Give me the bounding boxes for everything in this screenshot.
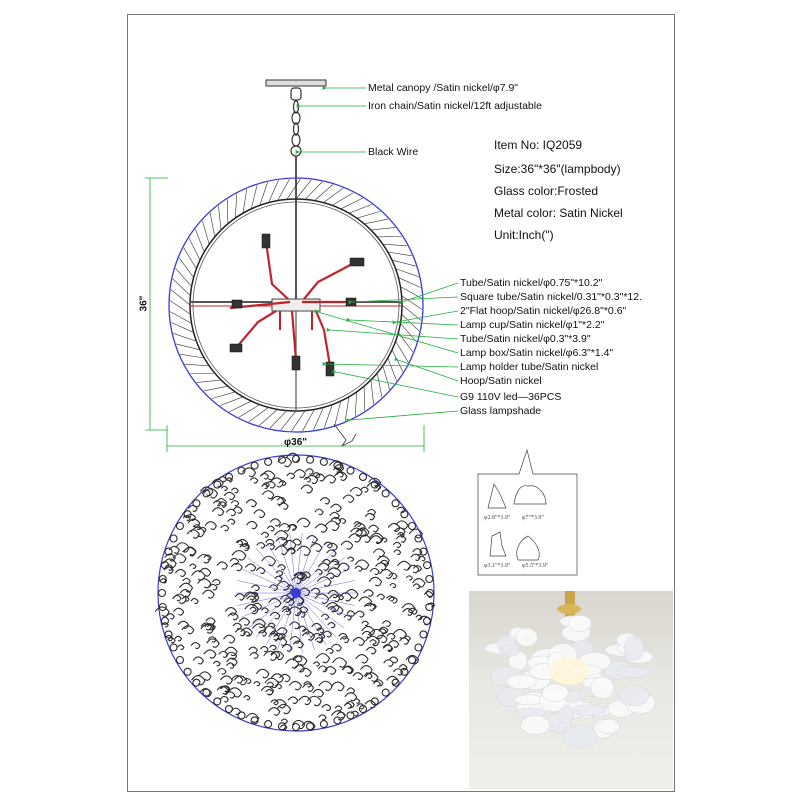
wire-label: Black Wire — [368, 146, 419, 158]
part-label-1: Tube/Satin nickel/φ0.75"*10.2" — [460, 277, 603, 289]
canopy — [266, 80, 326, 86]
metal-color: Metal color: Satin Nickel — [494, 206, 623, 220]
part-label-4: Lamp cup/Satin nickel/φ1"*2.2" — [460, 319, 605, 331]
top-view-sphere — [155, 453, 434, 731]
shade-size-2: φ7"*3.9" — [522, 515, 544, 521]
part-label-7: Lamp holder tube/Satin nickel — [460, 361, 599, 373]
leader-lines — [299, 88, 458, 420]
shade-size-3: φ3.1"*3.9" — [484, 563, 511, 569]
chain-label: Iron chain/Satin nickel/12ft adjustable — [368, 100, 542, 112]
glass-color: Glass color:Frosted — [494, 184, 599, 198]
part-label-6: Lamp box/Satin nickel/φ6.3"*1.4" — [460, 347, 614, 359]
inner-frame — [190, 200, 402, 410]
part-label-10: Glass lampshade — [460, 405, 542, 417]
shade-size-4: φ5.5"*3.9" — [522, 563, 549, 569]
part-label-9: G9 110V led—36PCS — [460, 391, 562, 403]
product-photo — [469, 591, 673, 789]
height-dimension: 36" — [138, 295, 150, 312]
part-label-3: 2"Flat hoop/Satin nickel/φ26.8"*0.6" — [460, 305, 627, 317]
lamp-size: Size:36"*36"(lampbody) — [494, 162, 621, 176]
part-label-5: Tube/Satin nickel/φ0.3"*3.9" — [460, 333, 591, 345]
part-label-2: Square tube/Satin nickel/0.31"*0.3"*12. — [460, 291, 642, 303]
canopy-label: Metal canopy /Satin nickel/φ7.9" — [368, 82, 519, 94]
chain — [291, 88, 301, 156]
part-label-8: Hoop/Satin nickel — [460, 375, 542, 387]
unit: Unit:Inch(") — [494, 228, 554, 242]
item-number: Item No: IQ2059 — [494, 138, 583, 152]
diameter-dimension: φ36" — [284, 437, 308, 448]
glass-lampshade-detail — [334, 424, 356, 446]
shade-callout — [478, 450, 577, 575]
shade-size-1: φ2.8"*3.9" — [484, 515, 511, 521]
